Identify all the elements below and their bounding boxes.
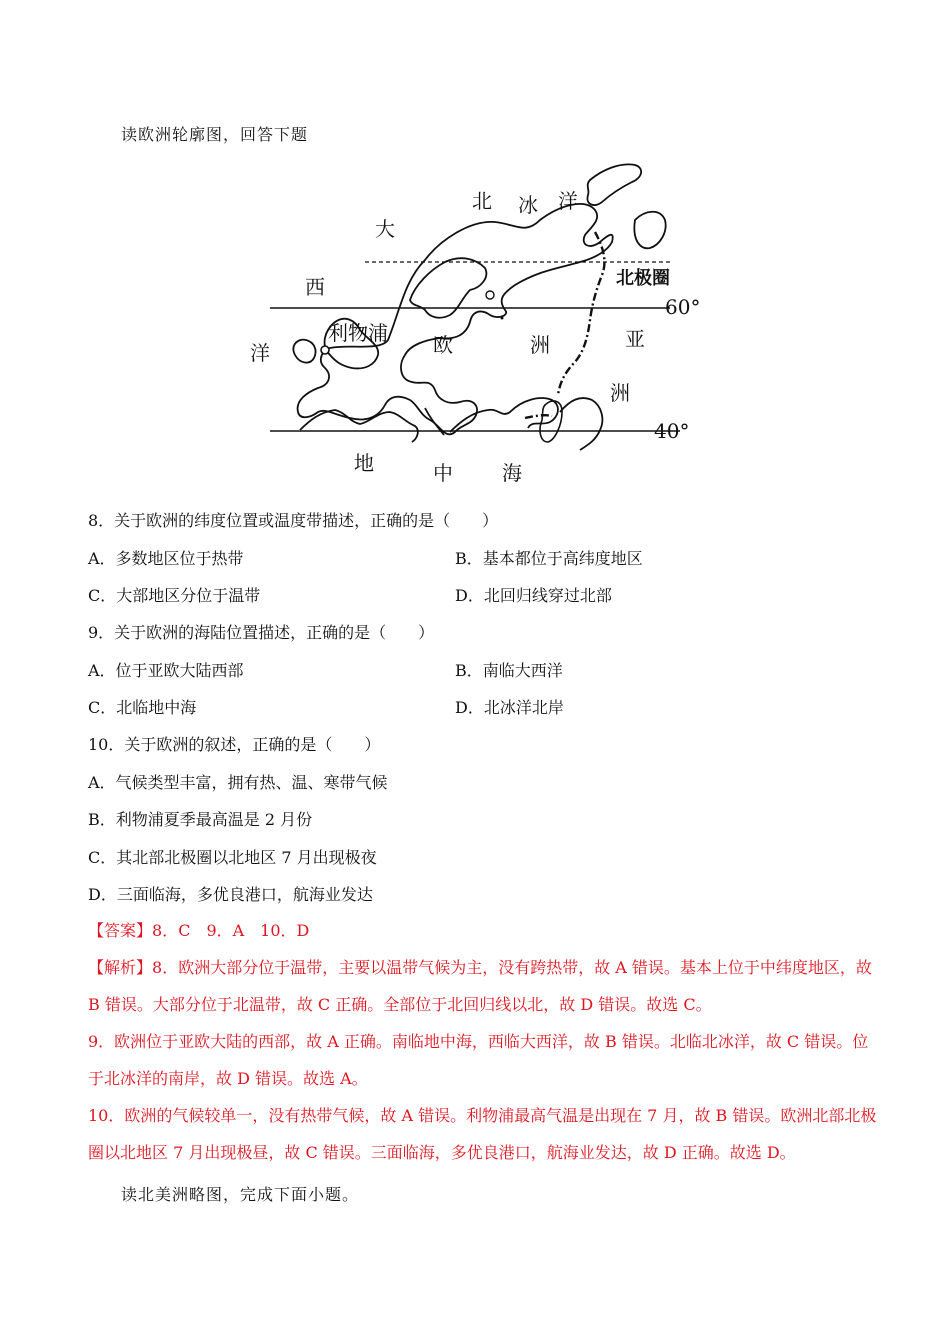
baltic-island-small <box>501 317 504 320</box>
question-10-option-c: C．其北部北极圈以北地区 7 月出现极夜 <box>88 848 377 867</box>
map-label-lat40: 40° <box>654 419 690 443</box>
baltic-island <box>486 291 494 299</box>
map-label-med-2: 中 <box>433 461 453 485</box>
analysis-tag: 【解析】 <box>88 958 153 977</box>
map-label-lat60: 60° <box>665 295 700 319</box>
europe-asia-boundary <box>525 232 604 418</box>
europe-outline-map <box>240 150 700 490</box>
novaya-zemlya <box>587 164 641 205</box>
map-label-arctic-circle: 北极圈 <box>616 268 670 289</box>
analysis-10: 10．欧洲的气候较单一，没有热带气候，故 A 错误。利物浦最高气温是出现在 7 月，故 B 错误。欧洲北部北极圈以北地区 7 月出现极昼，故 C 错误。三面临海，多优良港口，航海业发达，故 D 正确。故选 D。 <box>88 1106 877 1162</box>
map-label-arctic-2: 冰 <box>518 193 538 217</box>
analysis-8 <box>88 949 878 1023</box>
question-8-stem: 8．关于欧洲的纬度位置或温度带描述，正确的是（ ） <box>88 511 499 530</box>
ireland <box>293 340 315 363</box>
map-label-atlantic-2: 西 <box>305 275 325 299</box>
map-label-med-1: 地 <box>354 451 374 475</box>
map-label-europe-2: 洲 <box>530 333 550 357</box>
map-label-arctic-3: 洋 <box>558 189 578 213</box>
question-10-option-d: D．三面临海，多优良港口，航海业发达 <box>88 885 373 904</box>
map-label-atlantic-1: 大 <box>375 217 395 241</box>
question-9-option-b: B．南临大西洋 <box>455 661 563 680</box>
analysis-9: 9．欧洲位于亚欧大陆的西部，故 A 正确。南临地中海，西临大西洋，故 B 错误。北临北冰洋，故 C 错误。位于北冰洋的南岸，故 D 错误。故选 A。 <box>88 1032 869 1088</box>
ural-island <box>634 212 665 249</box>
map-label-liverpool: 利物浦 <box>328 321 388 345</box>
question-9-option-d: D．北冰洋北岸 <box>455 698 564 717</box>
intro-north-america: 读北美洲略图，完成下面小题。 <box>121 1185 360 1204</box>
question-10-stem: 10．关于欧洲的叙述，正确的是（ ） <box>88 735 381 754</box>
intro-text: 读欧洲轮廓图，回答下题 <box>121 125 309 144</box>
question-9-option-c: C．北临地中海 <box>88 698 197 717</box>
map-label-atlantic-3: 洋 <box>250 341 270 365</box>
question-8-option-c: C．大部地区分位于温带 <box>88 586 261 605</box>
mediterranean-coast <box>300 398 602 450</box>
question-9-option-a: A．位于亚欧大陆西部 <box>88 661 244 680</box>
answer-line <box>88 912 878 949</box>
map-label-europe-1: 欧 <box>433 333 453 357</box>
map-label-arctic-1: 北 <box>472 189 492 213</box>
map-label-asia-2: 洲 <box>610 381 630 405</box>
liverpool-marker <box>321 346 329 354</box>
question-9-stem: 9．关于欧洲的海陆位置描述，正确的是（ ） <box>88 623 435 642</box>
question-10-option-b: B．利物浦夏季最高温是 2 月份 <box>88 810 313 829</box>
map-label-asia-1: 亚 <box>625 327 645 351</box>
map-label-med-3: 海 <box>502 461 522 485</box>
answer-tag: 【答案】 <box>88 921 153 940</box>
question-8-option-a: A．多数地区位于热带 <box>88 549 244 568</box>
answer-text: 8．C 9．A 10．D <box>152 921 310 940</box>
analysis-8-text: 8．欧洲大部分位于温带，主要以温带气候为主，没有跨热带，故 A 错误。基本上位于中纬度地区，故 B 错误。大部分位于北温带，故 C 正确。全部位于北回归线以北，故 D 错误。故选 C。 <box>88 958 872 1014</box>
question-8-option-b: B．基本都位于高纬度地区 <box>455 549 643 568</box>
question-10-option-a: A．气候类型丰富，拥有热、温、寒带气候 <box>88 773 388 792</box>
question-8-option-d: D．北回归线穿过北部 <box>455 586 612 605</box>
